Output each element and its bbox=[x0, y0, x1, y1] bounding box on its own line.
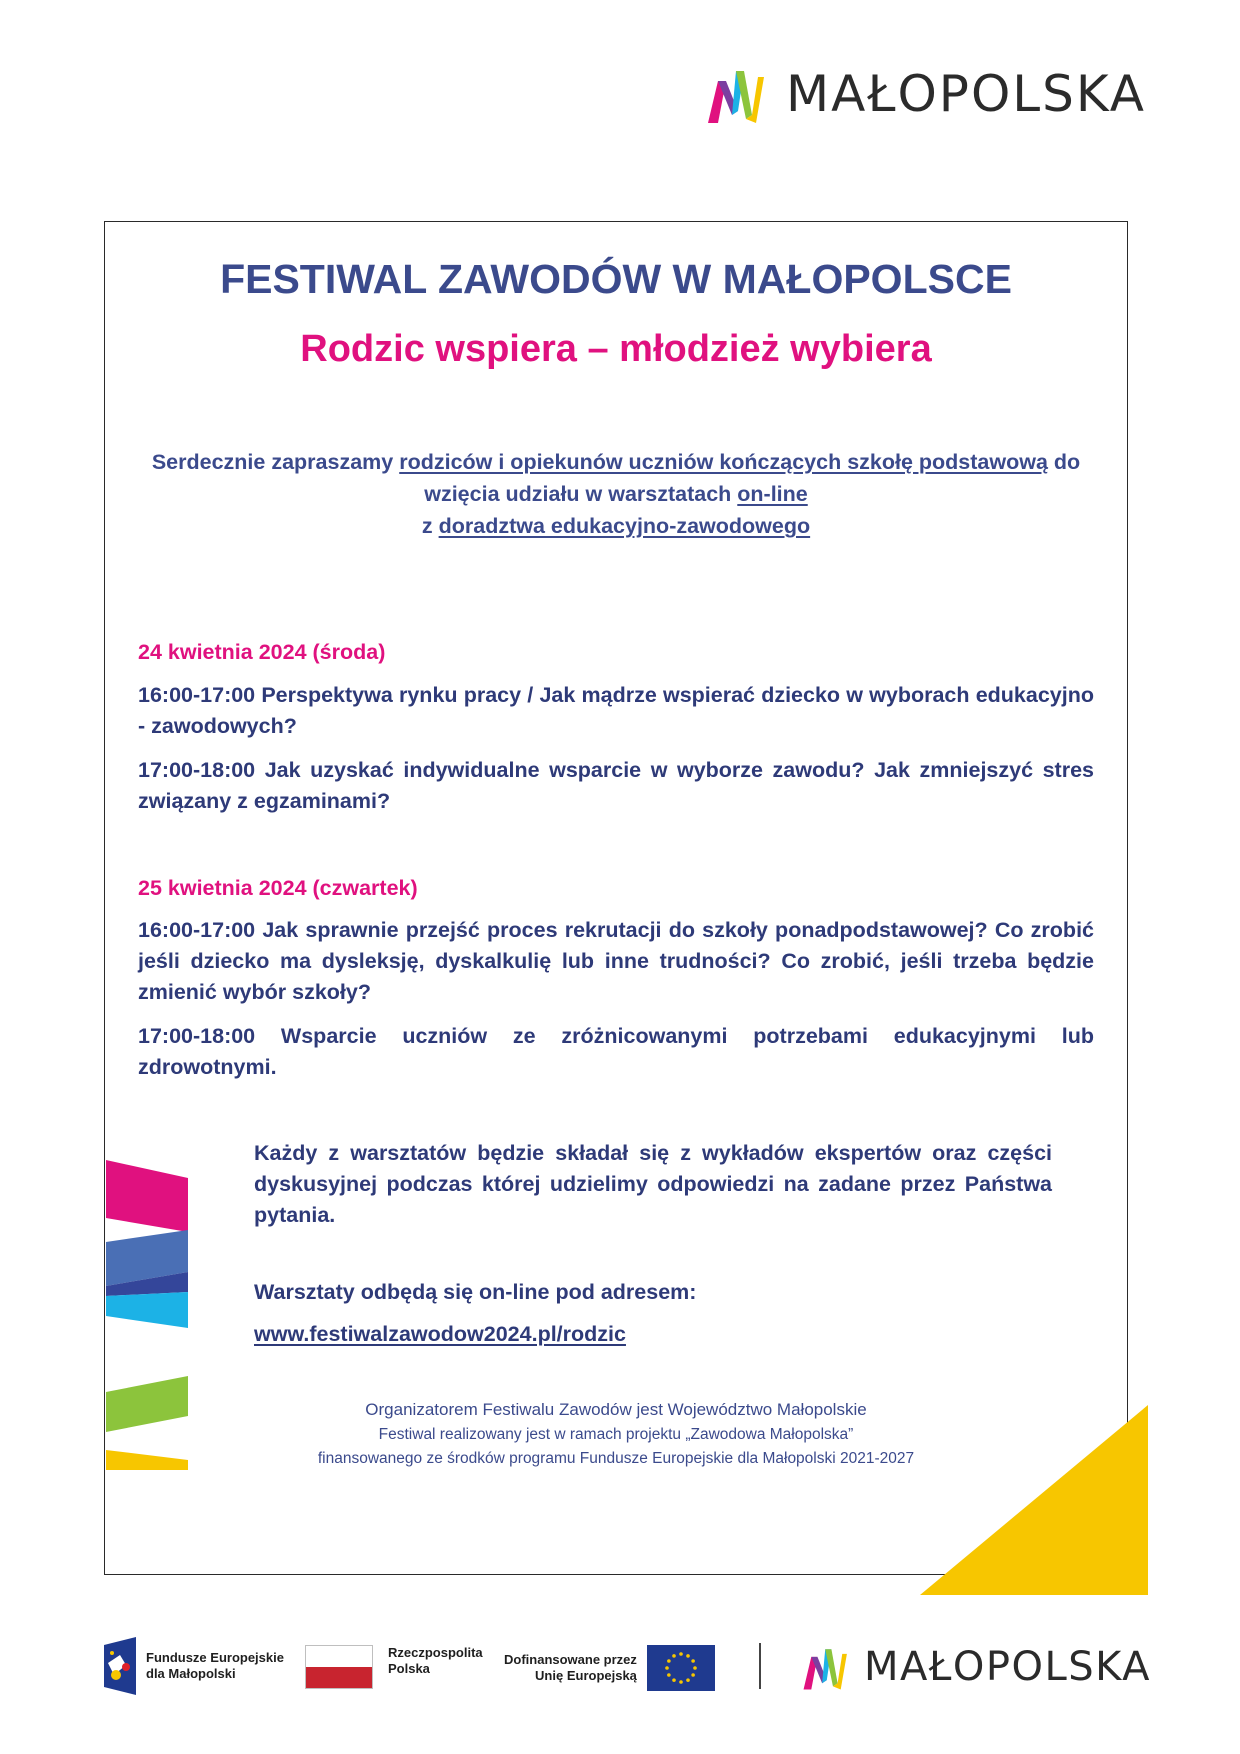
malopolska-logo-bottom bbox=[802, 1641, 1151, 1693]
rp-line-1: Rzeczpospolita bbox=[388, 1645, 483, 1660]
intro-part: do wzięcia udziału w warsztatach bbox=[424, 450, 1081, 506]
eu-star-icon bbox=[691, 1673, 695, 1677]
eu-star-icon bbox=[672, 1654, 676, 1658]
eu-star-icon bbox=[667, 1673, 671, 1677]
session-4: 17:00-18:00 Wsparcie uczniów ze zróżnicowanymi potrzebami edukacyjnymi lub zdrowotnymi. bbox=[138, 1024, 1094, 1079]
decorative-stripes bbox=[104, 1160, 194, 1470]
eu-star-icon bbox=[691, 1659, 695, 1663]
session-2: 17:00-18:00 Jak uzyskać indywidualne wsparcie w wyborze zawodu? Jak zmniejszyć stres związany z egzaminami? bbox=[138, 758, 1094, 813]
malopolska-wordmark: MAŁOPOLSKA bbox=[864, 1644, 1152, 1690]
malopolska-logo-top bbox=[706, 62, 1146, 126]
organizer-line-2: Festiwal realizowany jest w ramach projektu „Zawodowa Małopolska” bbox=[378, 1426, 854, 1443]
day-2-date: 25 kwietnia 2024 (czwartek) bbox=[138, 876, 418, 900]
poster-title: FESTIWAL ZAWODÓW W MAŁOPOLSCE bbox=[220, 256, 1012, 302]
intro-online: on-line bbox=[737, 482, 808, 506]
fundusze-europejskie-icon bbox=[104, 1637, 136, 1695]
eu-star-icon bbox=[693, 1666, 697, 1670]
intro-target-audience: rodziców i opiekunów uczniów kończących szkołę podstawową bbox=[399, 450, 1048, 474]
fe-line-2: dla Małopolski bbox=[146, 1666, 236, 1681]
day-1-date: 24 kwietnia 2024 (środa) bbox=[138, 640, 386, 664]
organizer-line-1: Organizatorem Festiwalu Zawodów jest Województwo Małopolskie bbox=[365, 1400, 867, 1419]
eu-star-icon bbox=[672, 1678, 676, 1682]
intro-part: Serdecznie zapraszamy bbox=[151, 450, 400, 474]
eu-cofunding-logo bbox=[504, 1645, 715, 1691]
invitation-text bbox=[150, 446, 1082, 542]
eu-star-icon bbox=[679, 1680, 683, 1684]
online-url-link[interactable]: www.festiwalzawodow2024.pl/rodzic bbox=[254, 1322, 626, 1346]
eu-star-icon bbox=[665, 1666, 669, 1670]
footer-divider bbox=[759, 1643, 761, 1689]
eu-star-icon bbox=[667, 1659, 671, 1663]
fe-line-1: Fundusze Europejskie bbox=[146, 1650, 284, 1665]
malopolska-mark-icon bbox=[802, 1643, 850, 1691]
workshop-description: Każdy z warsztatów będzie składał się z wykładów ekspertów oraz części dyskusyjnej podczas której udzielimy odpowiedzi na zadane przez Państwa pytania. bbox=[254, 1141, 1052, 1227]
polish-flag-icon bbox=[305, 1645, 373, 1689]
online-label: Warsztaty odbędą się on-line pod adresem: bbox=[254, 1280, 697, 1304]
eu-star-icon bbox=[686, 1654, 690, 1658]
eu-line-2: Unię Europejską bbox=[535, 1668, 637, 1683]
eu-line-1: Dofinansowane przez bbox=[504, 1652, 637, 1667]
eu-flag-icon bbox=[647, 1645, 715, 1691]
fundusze-europejskie-logo bbox=[104, 1637, 284, 1695]
rp-line-2: Polska bbox=[388, 1661, 430, 1676]
malopolska-mark-icon bbox=[706, 63, 768, 125]
organizer-line-3: finansowanego ze środków programu Fundusze Europejskie dla Małopolski 2021-2027 bbox=[317, 1450, 915, 1467]
intro-part: z bbox=[421, 514, 439, 538]
poster-subtitle: Rodzic wspiera – młodzież wybiera bbox=[300, 328, 932, 370]
decorative-yellow-triangle bbox=[920, 1405, 1150, 1595]
rzeczpospolita-logo bbox=[305, 1645, 483, 1689]
eu-star-icon bbox=[679, 1652, 683, 1656]
session-3: 16:00-17:00 Jak sprawnie przejść proces rekrutacji do szkoły ponadpodstawowej? Co zrobić jeśli dziecko ma dysleksję, dyskalkulię lub inne trudności? Co zrobić, jeśli trzeba będzie zmienić wybór szkoły? bbox=[138, 918, 1094, 1004]
intro-topic: doradztwa edukacyjno-zawodowego bbox=[438, 514, 811, 538]
session-1: 16:00-17:00 Perspektywa rynku pracy / Jak mądrze wspierać dziecko w wyborach edukacyjno - zawodowych? bbox=[138, 683, 1094, 738]
eu-star-icon bbox=[686, 1678, 690, 1682]
malopolska-wordmark: MAŁOPOLSKA bbox=[786, 65, 1147, 123]
